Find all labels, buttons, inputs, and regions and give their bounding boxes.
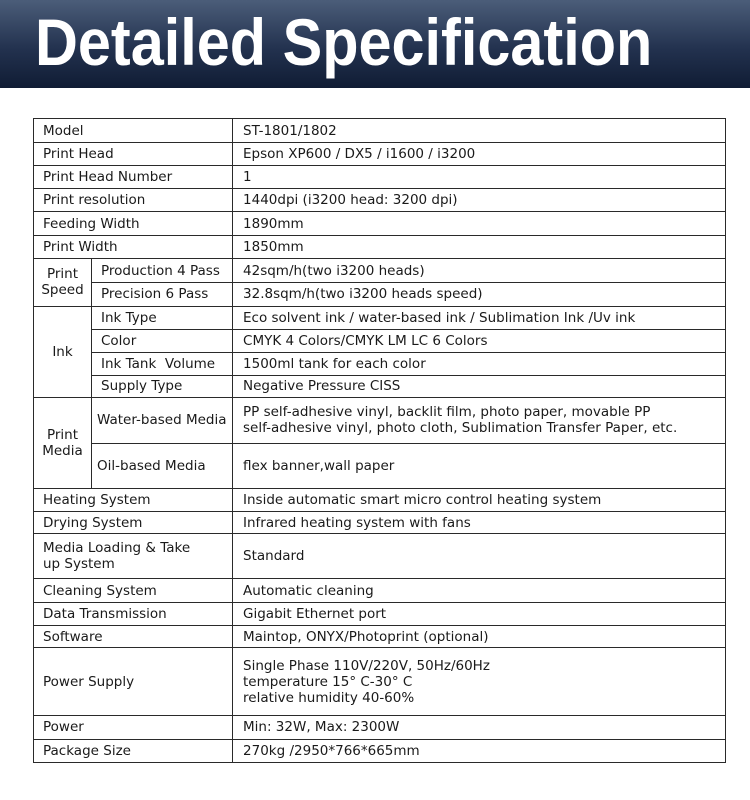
spec-group-label: Ink [34,306,92,397]
spec-value: 270kg /2950*766*665mm [233,739,726,762]
label-line: up System [43,556,115,573]
table-row [34,189,726,212]
spec-sublabel: Oil-based Media [92,443,233,488]
spec-sublabel: Supply Type [92,375,233,397]
table-row [34,352,726,375]
spec-label: Software [34,626,233,648]
spec-sublabel: Ink Tank Volume [92,352,233,375]
spec-sublabel: Precision 6 Pass [92,283,233,306]
table-row [34,648,726,715]
spec-sublabel: Water-based Media [92,397,233,443]
spec-value: ST-1801/1802 [233,119,726,143]
value-line: temperature 15° C-30° C [243,673,413,690]
table-row [34,259,726,283]
value-line: self-adhesive vinyl, photo cloth, Sublimation Transfer Paper, etc. [243,420,678,437]
value-line: relative humidity 40-60% [243,689,415,706]
table-row [34,534,726,579]
table-row [34,329,726,352]
spec-label: Cleaning System [34,579,233,603]
spec-value: 42sqm/h(two i3200 heads) [233,259,726,283]
group-label-line: Speed [41,282,84,299]
group-label-line: Print [46,426,79,443]
spec-value: 1500ml tank for each color [233,352,726,375]
spec-group-label [34,259,92,306]
spec-label: Power Supply [34,648,233,715]
table-row [34,512,726,534]
spec-label: Drying System [34,512,233,534]
spec-value: Standard [233,534,726,579]
table-row [34,603,726,626]
spec-label: Package Size [34,739,233,762]
spec-value: 32.8sqm/h(two i3200 heads speed) [233,283,726,306]
specification-table [33,118,726,763]
value-line: PP self-adhesive vinyl, backlit film, photo paper, movable PP [243,404,651,421]
group-label-line: Media [42,442,83,459]
table-row [34,119,726,143]
spec-value: 1440dpi (i3200 head: 3200 dpi) [233,189,726,212]
table-row [34,143,726,166]
spec-label: Feeding Width [34,212,233,236]
group-label-line: Print [46,266,79,283]
spec-value: 1 [233,166,726,189]
spec-label: Model [34,119,233,143]
table-row [34,283,726,306]
spec-label: Heating System [34,489,233,512]
table-row [34,739,726,762]
table-row [34,489,726,512]
spec-value: 1890mm [233,212,726,236]
spec-value [233,397,726,443]
label-line: Media Loading & Take [43,540,191,557]
spec-value: Automatic cleaning [233,579,726,603]
spec-value: Eco solvent ink / water-based ink / Sublimation Ink /Uv ink [233,306,726,329]
spec-value: Gigabit Ethernet port [233,603,726,626]
table-row [34,443,726,488]
table-row [34,212,726,236]
spec-sublabel: Ink Type [92,306,233,329]
spec-sublabel: Production 4 Pass [92,259,233,283]
spec-group-label [34,397,92,488]
spec-label: Print Head Number [34,166,233,189]
spec-label: Data Transmission [34,603,233,626]
spec-value: Negative Pressure CISS [233,375,726,397]
spec-value: Min: 32W, Max: 2300W [233,715,726,739]
spec-value: CMYK 4 Colors/CMYK LM LC 6 Colors [233,329,726,352]
spec-value: 1850mm [233,236,726,259]
spec-value: Epson XP600 / DX5 / i1600 / i3200 [233,143,726,166]
table-row [34,626,726,648]
spec-value: flex banner,wall paper [233,443,726,488]
spec-value: Infrared heating system with fans [233,512,726,534]
table-row [34,397,726,443]
spec-value: Inside automatic smart micro control heating system [233,489,726,512]
table-row [34,236,726,259]
spec-value [233,648,726,715]
table-row [34,579,726,603]
spec-sublabel: Color [92,329,233,352]
table-row [34,375,726,397]
spec-value: Maintop, ONYX/Photoprint (optional) [233,626,726,648]
page-title: Detailed Specification [35,5,653,79]
table-row [34,166,726,189]
spec-label: Print resolution [34,189,233,212]
table-row [34,306,726,329]
spec-label: Print Width [34,236,233,259]
spec-label: Print Head [34,143,233,166]
value-line: Single Phase 110V/220V, 50Hz/60Hz [243,657,490,674]
spec-label [34,534,233,579]
spec-label: Power [34,715,233,739]
header-banner [0,0,750,88]
table-row [34,715,726,739]
